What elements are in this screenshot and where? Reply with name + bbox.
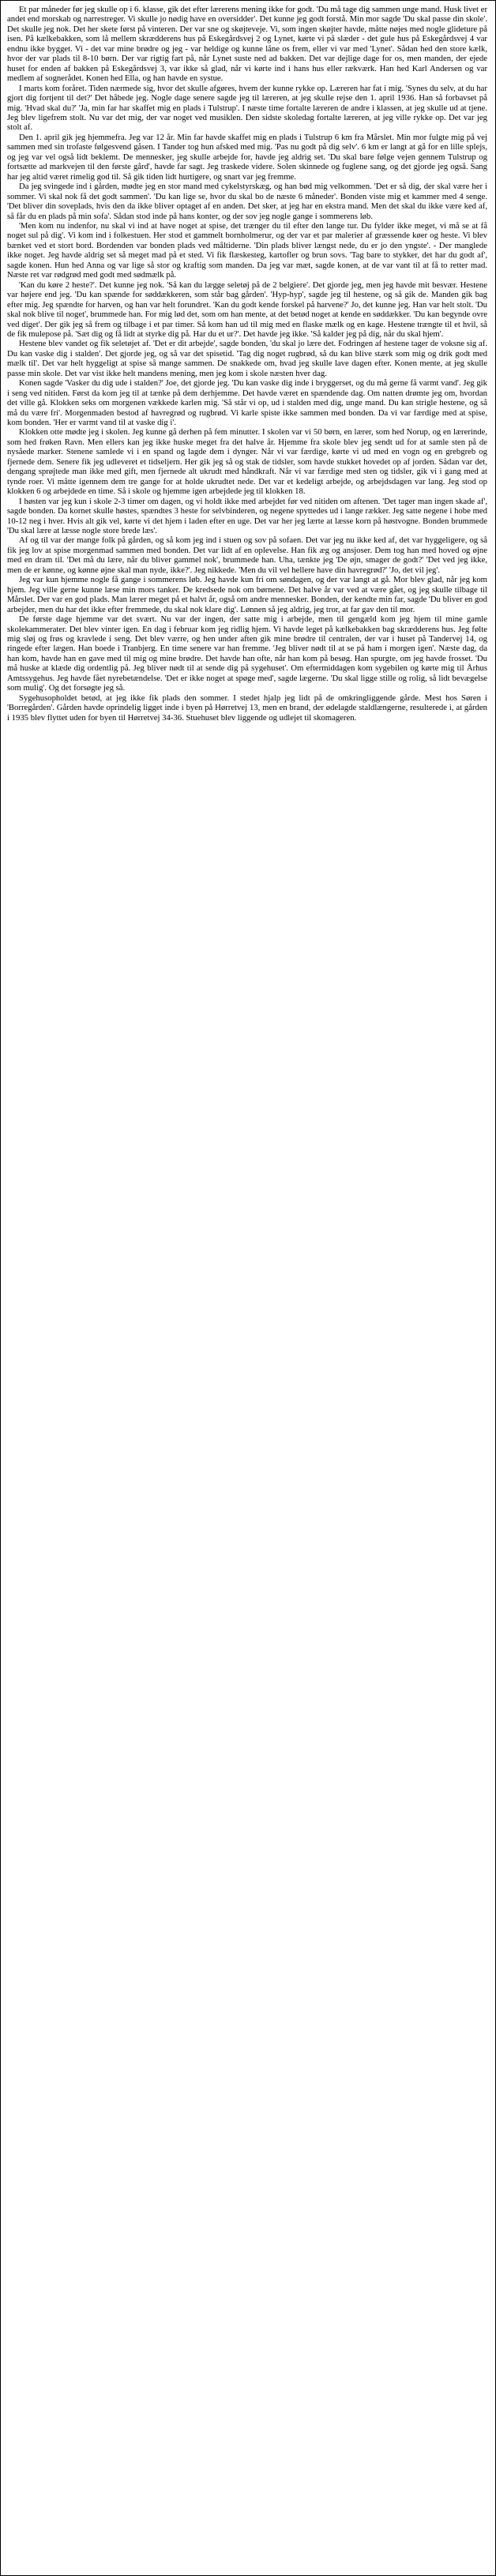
memoir-text xyxy=(7,5,487,723)
paragraph-4: Da jeg svingede ind i gården, mødte jeg en stor mand med cykelstyrskæg, og han bød mig velkommen. 'Det er så dig, der skal være her i sommer. Vi skal nok få det godt sammen'. 'Du kan lige se, hvor du skal bo de næste 6 måneder'. Bonden viste mig et kammer med 4 senge. 'Det bliver din soveplads, hvis den da ikke bliver optaget af en anden. Det sker, at jeg har en ekstra mand. Men det skal du ikke være ked af, så får du en plads på min sofa'. Sådan stod inde på hans konter, og der sov jeg nogle gange i sommerens løb. xyxy=(7,182,487,221)
paragraph-12: Jeg var kun hjemme nogle få gange i sommerens løb. Jeg havde kun fri om søndagen, og der var langt at gå. Mor blev glad, når jeg kom hjem. Jeg ville gerne kunne læse min mors tanker. De kredsede nok om børnene. Det halve år var ved at være gået, og jeg skulle tilbage til Mårslet. Der var en god plads. Man lærer meget på et halvt år, også om andre mennesker. Bonden, der kendte min far, sagde 'Du bliver en god arbejder, men du har det ikke efter fremmede, du skal nok klare dig'. Lønnen så jeg aldrig, jeg tror, at far gav den til mor. xyxy=(7,575,487,614)
paragraph-2: I marts kom foråret. Tiden nærmede sig, hvor det skulle afgøres, hvem der kunne rykke op. Læreren har fat i mig. 'Synes du selv, at du har gjort dig fortjent til det?' Det håbede jeg. Nogle dage senere sagde jeg til læreren, at jeg skulle rejse den 1. april 1936. Han så forbavset på mig. 'Hvad skal du?' 'Ja, min far har skaffet mig en plads i Tulstrup'. I næste time fortalte læreren de andre i klassen, at jeg skulle ud at tjene. Jeg blev ligefrem stolt. Nu var det mig, der var noget ved musiklen. Den sidste skoledag fortalte læreren, at jeg ville rykke op. Det var jeg stolt af. xyxy=(7,83,487,133)
paragraph-10: I høsten var jeg kun i skole 2-3 timer om dagen, og vi holdt ikke med arbejdet før ved nitiden om aftenen. 'Det tager man ingen skade af', sagde bonden. Da kornet skulle høstes, spændtes 3 heste for selvbinderen, og negene spyttedes ud i lange rækker. Jeg satte negene i hobe med 10-12 neg i hver. Hvis alt gik vel, kørte vi det hjem i laden efter en uge. Det var her jeg lærte at læsse korn på høstvogne. Bonden brummede 'Du skal lære at læsse nogle store brede læs'. xyxy=(7,496,487,536)
paragraph-1: Et par måneder før jeg skulle op i 6. klasse, gik det efter lærerens mening ikke for godt. 'Du må tage dig sammen unge mand. Husk livet er andet end morskab og narrestreger. Vi skulle jo nødig have en oversidder'. Det kunne jeg godt forstå. Min mor sagde 'Du skal passe din skole'. Det skulle jeg nok. Det her skete først på vinteren. Der var sne og skøjteveje. Vi, som ingen skøjter havde, måtte nøjes med nogle glideture på isen. På kælkebakken, som lå mellem skrædderens hus på Eskegårdsvej 2 og Lynet, kørte vi på slæder - det gule hus på Eskegårdsvej 4 var endnu ikke bygget. Vi - det var mine brødre og jeg - var heldige og kunne låne os frem, eller vi var med 'Lynet'. Sådan hed den store kælk, hvor der var plads til 8-10 børn. Der var rigtig fart på, når Lynet suste ned ad bakken. Det var dejlige dage for os, men manden, der ejede huset for enden af bakken på Eskegårdsvej 3, var ikke så glad, når vi kørte ind i hans hus eller rækværk. Han hed Karl Andersen og var medlem af sognerådet. Konen hed Ella, og han havde en systue. xyxy=(7,5,487,84)
paragraph-6: 'Kan du køre 2 heste?'. Det kunne jeg nok. 'Så kan du lægge seletøj på de 2 belgiere'. Det gjorde jeg, men jeg havde mit besvær. Hestene var højere end jeg. 'Du kan spænde for søddækkeren, som står bag gården'. 'Hyp-hyp', sagde jeg til hestene, og så gik de. Manden gik bag efter mig. Jeg spændte for harven, og han var helt forundret. 'Kan du godt kende forskel på harvene?' Jo, det kunne jeg. Han var helt stolt. 'Du skal nok blive til noget', brummede han. For mig lød det, som om han mente, at det betød noget at kende en søddækker. 'Du kan begynde ovre ved diget'. Der gik jeg så frem og tilbage i et par timer. Så kom han ud til mig med en flaske mælk og en kage. Hestene trængte til et hvil, så de fik mulepose på. 'Sæt dig og få lidt at styrke dig på. Har du et ur?'. Det havde jeg ikke. 'Så kalder jeg på dig, når du skal hjem'. xyxy=(7,280,487,339)
paragraph-9: Klokken otte mødte jeg i skolen. Jeg kunne gå derhen på fem minutter. I skolen var vi 50 børn, en lærer, som hed Norup, og en lærerinde, som hed frøken Ravn. Men ellers kan jeg ikke huske meget fra det halve år. Hjemme fra skole blev jeg sendt ud for at samle sten på de nysåede marker. Stenene samlede vi i en spand og lagde dem i dynger. Når vi var færdige, kørte vi ud med en vogn og en grebgreb og fjernede dem. Senere fik jeg udleveret et tidselj​ern. Her gik jeg så og stak de tidsler, som havde stukket hovedet op af jorden. Sådan var det, dengang sprøjtede man ikke med gift, men fjernede alt ukrudt med håndkraft. Når vi var færdige med sten og tidsler, gik vi i gang med at tynde roer. Vi måtte igennem dem tre gange for at holde ukrudtet nede. Det var et kedeligt arbejde, og arbejdsdagen var lang. Jeg stod op klokken 6 og arbejdede en time. Så i skole og hjemme igen arbejdede jeg til klokken 18. xyxy=(7,427,487,497)
paragraph-13: De første dage hjemme var det svært. Nu var der ingen, der satte mig i arbejde, men til gengæld kom jeg hjem til mine gamle skolekammerater. Det blev vinter igen. En dag i februar kom jeg ridlig hjem. Vi havde leget på kælkebakken bag skrædderens hus. Jeg følte mig sløj og frøs og kravlede i seng. Det blev værre, og hen under aften gik mine brødre til centralen, der var i huset på Tandervej 14, og ringede efter lægen. Han boede i Tranbjerg. En time senere var han fremme. 'Jeg bliver nødt til at se på ham i morgen igen'. Næste dag, da han kom, havde han en gave med til mig og mine brødre. Det havde han ofte, når han kom på besøg. Han spurgte, om jeg havde frosset. 'Du må huske at klæde dig ordentlig på. Jeg bliver nødt til at sende dig på sygehuset'. Om eftermiddagen kom sygebilen og kørte mig til Århus Amtssygehus. Jeg havde fået nyrebetændelse. 'Det er ikke noget at spøge med', sagde lægerne. 'Du skal ligge stille og rolig, så lidt bevægelse som mulig'. Og det forsøgte jeg så. xyxy=(7,614,487,693)
paragraph-8: Konen sagde 'Vasker du dig ude i stalden?' Joe, det gjorde jeg. 'Du kan vaske dig inde i bryggerset, og du må gerne få varmt vand'. Jeg gik i seng ved nitiden. Først da kom jeg til at tænke på dem derhjemme. Det havde været en spændende dag. Om natten drømte jeg om, hvordan det ville gå. Klokken seks om morgenen vækkede karlen mig. 'Så står vi op, ud i stalden med dig, unge mand. Du kan strigle hestene, og så må du være fri'. Morgenmaden bestod af havregrød og rugbrød. Vi karle spiste ikke sammen med bonden. Da vi var færdige med at spise, kom bonden. 'Her er varmt vand til at vaske dig i'. xyxy=(7,378,487,428)
paragraph-3: Den 1. april gik jeg hjemmefra. Jeg var 12 år. Min far havde skaffet mig en plads i Tulstrup 6 km fra Mårslet. Min mor fulgte mig på vej sammen med sin trofaste følgesvend gåsen. I Tander tog hun afsked med mig. 'Pas nu godt på dig selv'. 6 km er langt at gå for en lille splejs, og jeg var vel også lidt beklemt. De mennesker, jeg skulle arbejde for, havde jeg aldrig set. 'Du skal bare følge vejen gennem Tulstrup og fortsætte ad markvejen til den første gård', havde far sagt. Jeg traskede videre. Solen skinnede og fuglene sang, og det gjorde jeg også. Sang har jeg altid været rimelig god til. Så gik tiden lidt hurtigere, og snart var jeg fremme. xyxy=(7,132,487,182)
paragraph-11: Af og til var der mange folk på gården, og så kom jeg ind i stuen og sov på sofaen. Det var jeg nu ikke ked af, det var hyggeligere, og så fik jeg lov at spise morgenmad sammen med bonden. Det var lidt af en oplevelse. Han fik æg og ansjoser. Dem tog han med hoved og øjne med en dram til. 'Det må du lære, når du bliver gammel nok', brummede han. Uha, tænkte jeg 'De øjn, smager de godt?' 'Det ved jeg ikke, men de er kønne, og kønne øjne skal man nyde, ikke?'. Jeg nikkede. 'Men du vil vel hellere have din havregrød?' 'Jo, det vil jeg'. xyxy=(7,535,487,575)
paragraph-5: 'Men kom nu indenfor, nu skal vi ind at have noget at spise, det trænger du til efter den lange tur. Du fylder ikke meget, vi må se at få noget sul på dig'. Vi kom ind i folkestuen. Her stod et gammelt bornholmerur, og der var et par malerier af græssende køer og heste. Vi blev bænket ved et stort bord. Bordenden var bonden plads ved måltiderne. 'Din plads bliver længst nede, du er jo den yngste'. - Der manglede ikke noget. Jeg havde aldrig set så meget mad på et sted. Vi fik flæskesteg, kartofler og brun sovs. 'Tag bare to stykker, det har du godt af', sagde konen. Hun hed Anna og var lige så stor og kraftig som manden. Da jeg var mæt, sagde konen, at de var vant til at få to retter mad. Næste ret var rødgrød med godt med sødmælk på. xyxy=(7,220,487,280)
paragraph-7: Hestene blev vandet og fik seletøjet af. 'Det er dit arbejde', sagde bonden, 'du skal jo lære det. Fodringen af hestene tager de voksne sig af. Du kan vaske dig i stalden'. Det gjorde jeg, og så var det spisetid. 'Tag dig noget rugbrød, så du kan blive stærk som mig og drik godt med mælk til'. Det var helt hyggeligt at spise så mange sammen. De snakkede om, hvad jeg skulle lave dagen efter. Konen mente, at jeg skulle passe min skole. Det var vist ikke helt mandens mening, men jeg kom i skole næsten hver dag. xyxy=(7,339,487,378)
paragraph-14: Sygehusopholdet betød, at jeg ikke fik plads den sommer. I stedet hjalp jeg lidt på de omkringliggende gårde. Mest hos Søren i 'Borregården'. Gården havde oprindelig ligget inde i byen på Hørretvej 13, men en brand, der ødelagde staldlængerne, resulterede i, at gården i 1935 blev flyttet uden for byen til Hørretvej 34-36. Stuehuset blev liggende og udlejet til skomageren. xyxy=(7,693,487,723)
